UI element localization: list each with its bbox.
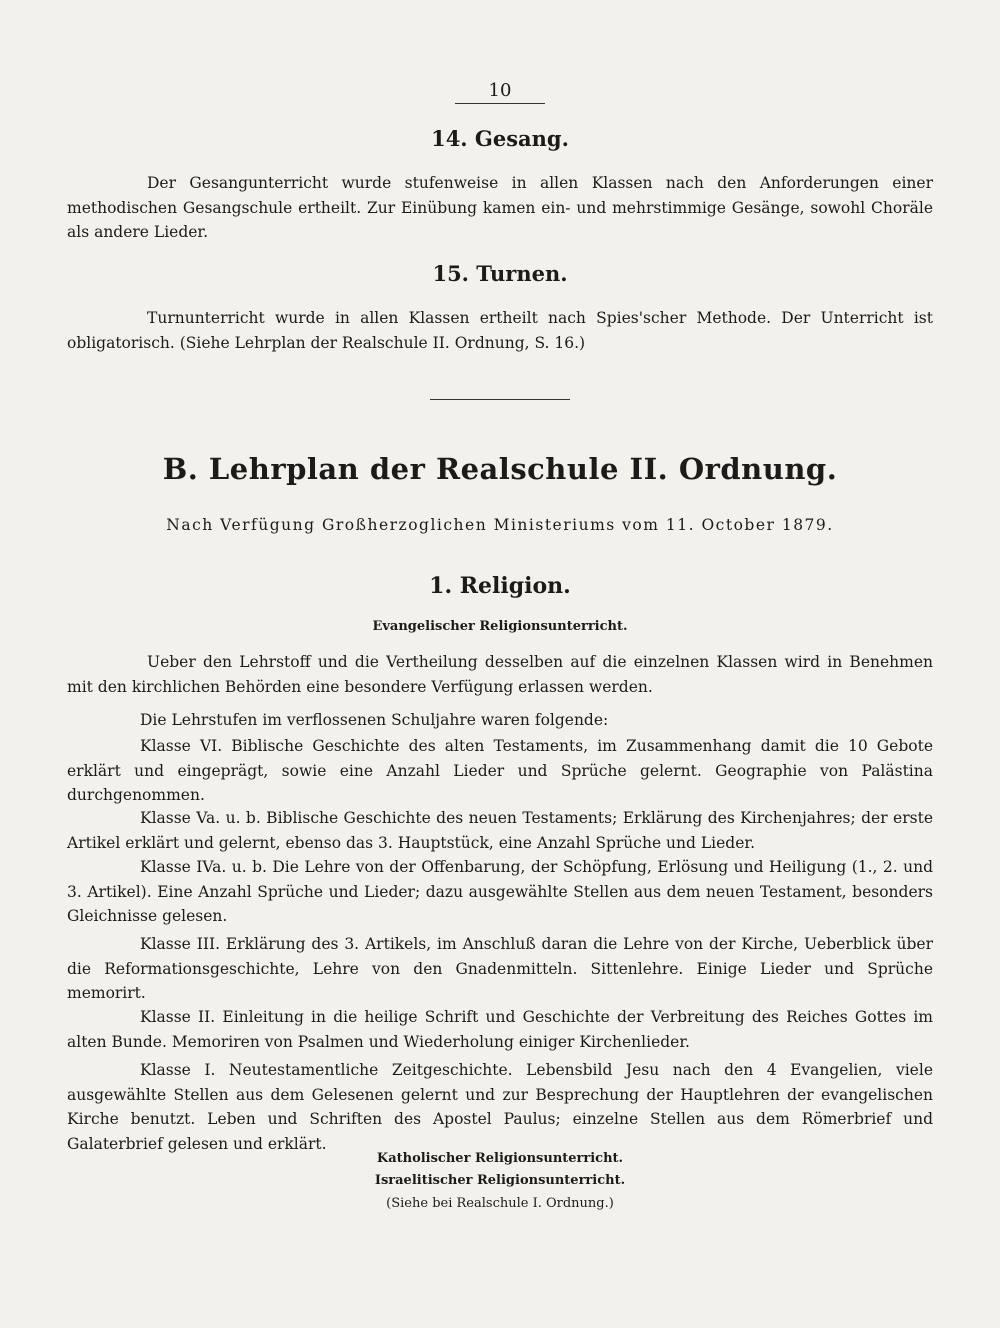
section-14-heading: 14. Gesang. bbox=[431, 126, 569, 151]
lehrstufen-intro: Die Lehrstufen im verflossenen Schuljahre waren folgende: bbox=[140, 711, 609, 729]
section-14-text: Der Gesangunterricht wurde stufenweise in allen Klassen nach den Anforderungen einer methodischen Gesangschule ertheilt. Zur Einübung kamen ein- und mehrstimmige Gesänge, sowohl Choräle als andere Lieder. bbox=[67, 174, 933, 241]
katholisch-subheading: Katholischer Religionsunterricht. bbox=[376, 1151, 624, 1166]
evangelisch-subheading: Evangelischer Religionsunterricht. bbox=[372, 619, 628, 634]
section-15-heading: 15. Turnen. bbox=[432, 261, 568, 286]
klasse-iv-paragraph: Klasse IVa. u. b. Die Lehre von der Offenbarung, der Schöpfung, Erlösung und Heiligung (1., 2. und 3. Artikel). Eine Anzahl Sprüche und Lieder; dazu ausgewählte Stellen aus dem neuen Testament, besonders Gleichnisse gelesen. bbox=[67, 858, 933, 925]
section-divider bbox=[430, 399, 570, 400]
part-b-heading: B. Lehrplan der Realschule II. Ordnung. bbox=[162, 452, 838, 486]
klasse-v-paragraph: Klasse Va. u. b. Biblische Geschichte des neuen Testaments; Erklärung des Kirchenjahres; der erste Artikel erklärt und gelernt, ebenso das 3. Hauptstück, eine Anzahl Sprüche und Lieder. bbox=[67, 809, 933, 852]
klasse-vi-paragraph: Klasse VI. Biblische Geschichte des alten Testaments, im Zusammenhang damit die 10 Gebote erklärt und eingeprägt, sowie eine Anzahl Lieder und Sprüche gelernt. Geographie von Palästina durchgenommen. bbox=[67, 737, 933, 804]
religion-heading: 1. Religion. bbox=[429, 573, 571, 599]
israelitisch-subheading: Israelitischer Religionsunterricht. bbox=[374, 1173, 626, 1188]
siehe-note: (Siehe bei Realschule I. Ordnung.) bbox=[386, 1196, 614, 1211]
klasse-iii-paragraph: Klasse III. Erklärung des 3. Artikels, im Anschluß daran die Lehre von der Kirche, Ueberblick über die Reformationsgeschichte, Lehre von den Gnadenmitteln. Sittenlehre. Einige Lieder und Sprüche memorirt. bbox=[67, 935, 933, 1002]
intro-paragraph: Ueber den Lehrstoff und die Vertheilung desselben auf die einzelnen Klassen wird in Benehmen mit den kirchlichen Behörden eine besondere Verfügung erlassen werden. bbox=[67, 653, 933, 696]
section-15-text: Turnunterricht wurde in allen Klassen ertheilt nach Spies'scher Methode. Der Unterricht ist obligatorisch. (Siehe Lehrplan der Realschule II. Ordnung, S. 16.) bbox=[67, 309, 933, 352]
page-number-rule bbox=[455, 103, 545, 104]
page-number: 10 bbox=[488, 80, 512, 101]
part-b-subtitle: Nach Verfügung Großherzoglichen Ministeriums vom 11. October 1879. bbox=[166, 516, 834, 534]
klasse-ii-paragraph: Klasse II. Einleitung in die heilige Schrift und Geschichte der Verbreitung des Reiches Gottes im alten Bunde. Memoriren von Psalmen und Wiederholung einiger Kirchenlieder. bbox=[67, 1008, 933, 1051]
klasse-i-paragraph: Klasse I. Neutestamentliche Zeitgeschichte. Lebensbild Jesu nach den 4 Evangelien, viele ausgewählte Stellen aus dem Gelesenen gelernt und zur Besprechung der Hauptlehren der evangelischen Kirche benutzt. Leben und Schriften des Apostel Paulus; einzelne Stellen aus dem Römerbrief und Galaterbrief gelesen und erklärt. bbox=[67, 1061, 933, 1153]
